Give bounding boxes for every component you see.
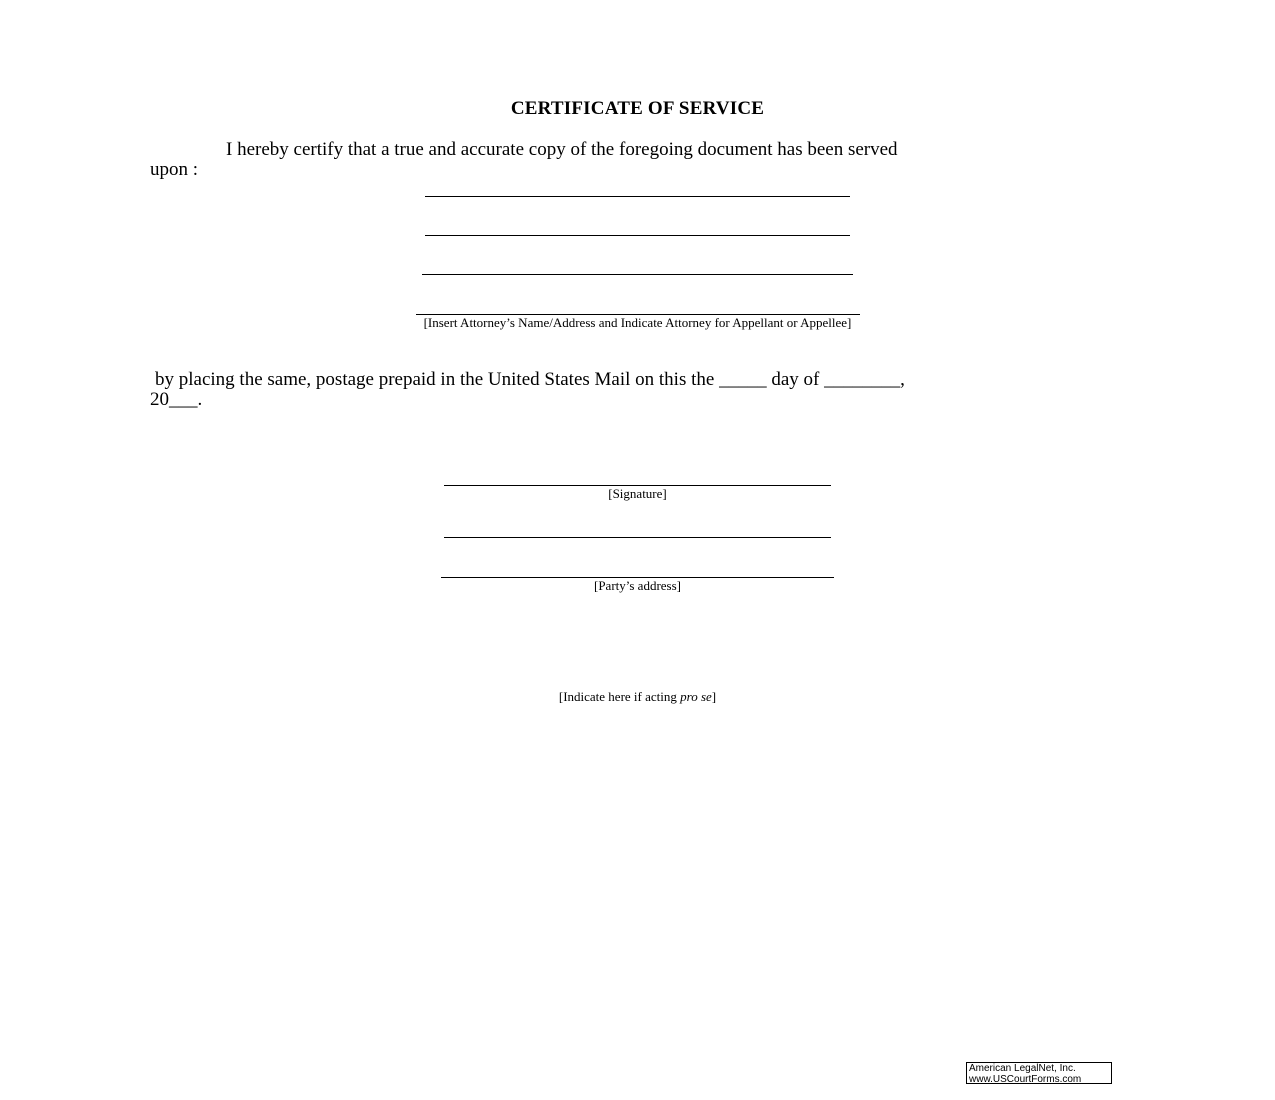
attorney-caption: [Insert Attorney’s Name/Address and Indicate Attorney for Appellant or Appellee] bbox=[423, 315, 852, 330]
served-party-line-1[interactable] bbox=[425, 196, 850, 197]
publisher-company: American LegalNet, Inc. bbox=[969, 1063, 1076, 1074]
mail-text-line2: 20___. bbox=[150, 389, 203, 410]
served-party-line-2[interactable] bbox=[425, 235, 850, 236]
pro-se-prefix: [Indicate here if acting bbox=[558, 689, 681, 704]
mail-text-line1: by placing the same, postage prepaid in the United States Mail on this the _____ day of ________, bbox=[155, 369, 905, 390]
signature-caption: [Signature] bbox=[608, 486, 667, 501]
publisher-website[interactable]: www.USCourtForms.com bbox=[969, 1074, 1082, 1085]
pro-se-suffix: ] bbox=[711, 689, 717, 704]
intro-text-line1: I hereby certify that a true and accurate copy of the foregoing document has been served bbox=[226, 139, 898, 160]
publisher-stamp bbox=[966, 1062, 1112, 1084]
served-party-line-3[interactable] bbox=[422, 274, 853, 275]
intro-text-line2: upon : bbox=[150, 159, 199, 180]
pro-se-caption bbox=[0, 689, 1275, 705]
document-title: CERTIFICATE OF SERVICE bbox=[510, 98, 765, 119]
address-caption: [Party’s address] bbox=[593, 578, 681, 593]
pro-se-italic: pro se bbox=[680, 689, 712, 704]
address-line-1[interactable] bbox=[444, 537, 831, 538]
